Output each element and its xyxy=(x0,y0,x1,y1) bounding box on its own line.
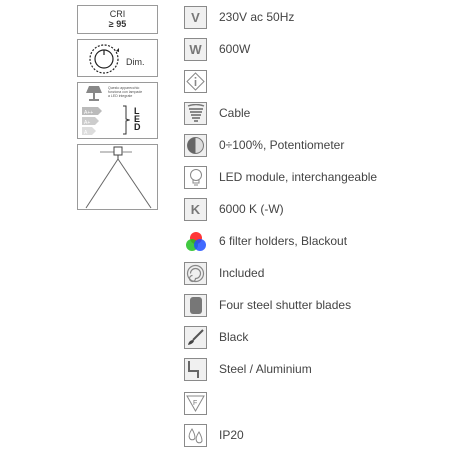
dimmer-icon xyxy=(184,134,207,157)
profile-icon xyxy=(184,358,207,381)
finish-color-spec: Black xyxy=(219,330,249,344)
light-source-spec: LED module, interchangeable xyxy=(219,170,378,184)
ip-drops-icon xyxy=(184,424,207,447)
svg-text:A+: A+ xyxy=(84,120,91,126)
spiral-icon xyxy=(184,262,207,285)
w-letter-icon: W xyxy=(184,38,207,61)
fixture-distance-badge xyxy=(77,144,158,210)
led-letters: L E D xyxy=(134,106,141,132)
power-spec: 600W xyxy=(219,42,251,56)
filter-holders-spec: 6 filter holders, Blackout xyxy=(219,234,348,248)
dim-label: Dim. xyxy=(126,57,145,67)
cri-badge xyxy=(77,5,158,34)
info-diamond-icon xyxy=(184,70,207,93)
ip-rating-spec: IP20 xyxy=(219,428,244,442)
bracket-icon xyxy=(122,105,130,135)
lamp-icon xyxy=(84,85,104,101)
dimmer-knob-icon xyxy=(84,41,124,77)
energy-text: Questo apparecchio funziona con lampade a LED integrate xyxy=(108,86,143,98)
cable-icon xyxy=(184,102,207,125)
v-letter-icon: V xyxy=(184,6,207,29)
dimming-spec: 0÷100%, Potentiometer xyxy=(219,138,345,152)
dimmable-badge xyxy=(77,39,158,77)
svg-text:F: F xyxy=(193,400,198,407)
cable-spec: Cable xyxy=(219,106,251,120)
accessory-spec: Included xyxy=(219,266,265,280)
spotlight-beam-icon xyxy=(78,145,157,209)
brush-icon xyxy=(184,326,207,349)
left-panel xyxy=(77,5,158,215)
rgb-filter-icon xyxy=(184,230,207,253)
color-temp-spec: 6000 K (-W) xyxy=(219,202,284,216)
k-letter-icon: K xyxy=(184,198,207,221)
f-triangle-icon xyxy=(184,392,207,415)
bulb-icon xyxy=(184,166,207,189)
shutter-icon xyxy=(184,294,207,317)
shutter-blades-spec: Four steel shutter blades xyxy=(219,298,352,312)
svg-text:A++: A++ xyxy=(84,110,94,116)
cri-label: CRI xyxy=(109,9,126,19)
svg-text:A: A xyxy=(84,130,88,135)
material-spec: Steel / Aluminium xyxy=(219,362,312,376)
cri-value: ≥ 95 xyxy=(108,19,127,29)
voltage-spec: 230V ac 50Hz xyxy=(219,10,295,24)
energy-class-arrows xyxy=(82,105,122,135)
energy-label xyxy=(77,82,158,139)
